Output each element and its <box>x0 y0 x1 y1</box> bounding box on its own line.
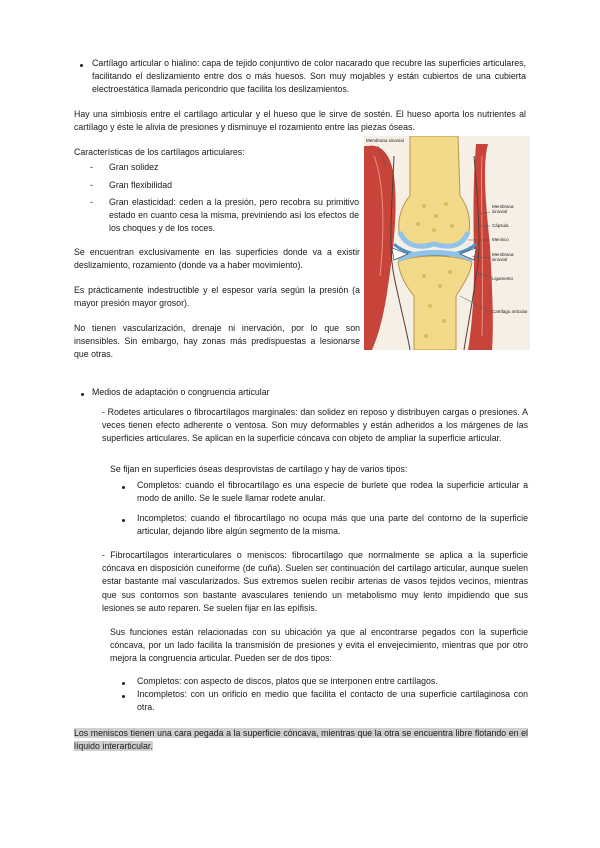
characteristic-item: Gran flexibilidad <box>109 180 173 190</box>
indestructible-paragraph: Es prácticamente indestructible y el espesor varía según la presión (a mayor presión mayor grosor). <box>74 285 360 309</box>
meniscos-paragraph: - Fibrocartílagos interarticulares o meniscos: fibrocartílago que normalmente se aplica a la superficie cóncava en disposición cuneiforme (de cuña). Suelen ser continuación del cartílago articular, aunque suelen estar bastante mal vascularizados. Sus extremos suelen recibir arterias de vasos tejidos vecinos, mientras que sus contornos son bastante avasculares teniendo un metabolismo muy lento impidiendo que sus lesiones se auto reparen. Se suelen fijar en las epífisis. <box>102 550 528 613</box>
bullet-dot <box>122 486 125 489</box>
dash: - <box>90 180 93 190</box>
dash: - <box>90 197 93 207</box>
label-capsula: Cápsula <box>492 223 509 228</box>
rodetes-type-item: Completos: cuando el fibrocartílago es una especie de burlete que rodea la superficie articular a modo de anillo. Se le suele llamar rodete anular. <box>137 480 528 504</box>
characteristics-title: Características de los cartílagos articulares: <box>74 147 245 157</box>
bullet-dot <box>122 519 125 522</box>
characteristic-item: Gran solidez <box>109 162 159 172</box>
label-ligamento: Ligamento <box>492 276 514 281</box>
vascular-paragraph: No tienen vascularización, drenaje ni inervación, por lo que son insensibles. Sin embargo, hay zonas más predispuestas a lesionarse que otras. <box>74 323 360 360</box>
adaptacion-title: Medios de adaptación o congruencia articular <box>92 387 270 397</box>
cartilago-bullet: Cartílago articular o hialino: capa de tejido conjuntivo de color nacarado que recubre las superficies articulares, facilitando el deslizamiento entre dos o más huesos. Son muy mojables y están cubiertos de una cubierta electroestática llamada pericondrio que facilita los deslizamientos. <box>92 58 526 95</box>
meniscos-type-item: Incompletos: con un orificio en medio que facilita el contacto de una superficie cartilaginosa con otra. <box>137 689 528 713</box>
knee-joint-illustration <box>364 136 530 350</box>
label-menisco: Menisco <box>492 237 509 242</box>
bullet-dot <box>122 682 125 685</box>
rodetes-type-item: Incompletos: cuando el fibrocartílago no ocupa más que una parte del contorno de la superficie articular, dejando libre algún segmento de la misma. <box>137 513 528 537</box>
bullet-dot <box>81 393 84 396</box>
knee-joint-svg <box>364 136 530 350</box>
label-membrana-sinovial-2: Membrana sinovial <box>492 252 514 262</box>
label-cartilago-articular: Cartílago articular <box>492 309 528 314</box>
location-paragraph: Se encuentran exclusivamente en las superficies donde va a existir deslizamiento, rozamiento (donde va a haber movimiento). <box>74 247 360 271</box>
highlighted-paragraph <box>74 727 528 753</box>
funciones-paragraph: Sus funciones están relacionadas con su ubicación ya que al encontrarse pegados con la superficie cóncava, por un lado facilita la transmisión de presiones y evita el envejecimiento, mientras que por otro mejora la congruencia articular. Pueden ser de dos tipos: <box>110 627 528 664</box>
rodetes-paragraph: - Rodetes articulares o fibrocartílagos marginales: dan solidez en reposo y distribuyen cargas o presiones. A veces tienen efecto adherente o ventosa. Son muy deformables y están adheridos a los márgenes de las superficies articulares. Se aplican en la superficie cóncava con objeto de ampliar la superficie articular. <box>102 407 528 444</box>
label-membrana-sinovial-top: Membrana sinovial <box>366 138 404 143</box>
label-membrana-sinovial-right: Membrana sinovial <box>492 204 514 214</box>
meniscos-type-item: Completos: con aspecto de discos, platos que se interponen entre cartílagos. <box>137 676 438 686</box>
bullet-dot <box>80 64 83 67</box>
characteristic-item: Gran elasticidad: ceden a la presión, pero recobra su primitivo estado en cuanto cesa la misma, previniendo así los efectos de los choques y de los roces. <box>109 197 359 234</box>
dash: - <box>90 162 93 172</box>
highlight-text: Los meniscos tienen una cara pegada a la superficie cóncava, mientras que la otra se encuentra libre flotando en el líquido interarticular. <box>74 728 528 752</box>
symbiosis-paragraph: Hay una simbiosis entre el cartílago articular y el hueso que le sirve de sostén. El hueso aporta los nutrientes al cartílago y éste le alivia de presiones y disminuye el rozamiento entre las piezas óseas. <box>74 109 526 133</box>
bullet-dot <box>122 695 125 698</box>
rodetes-types-intro: Se fijan en superficies óseas desprovistas de cartílago y hay de varios tipos: <box>110 464 408 474</box>
